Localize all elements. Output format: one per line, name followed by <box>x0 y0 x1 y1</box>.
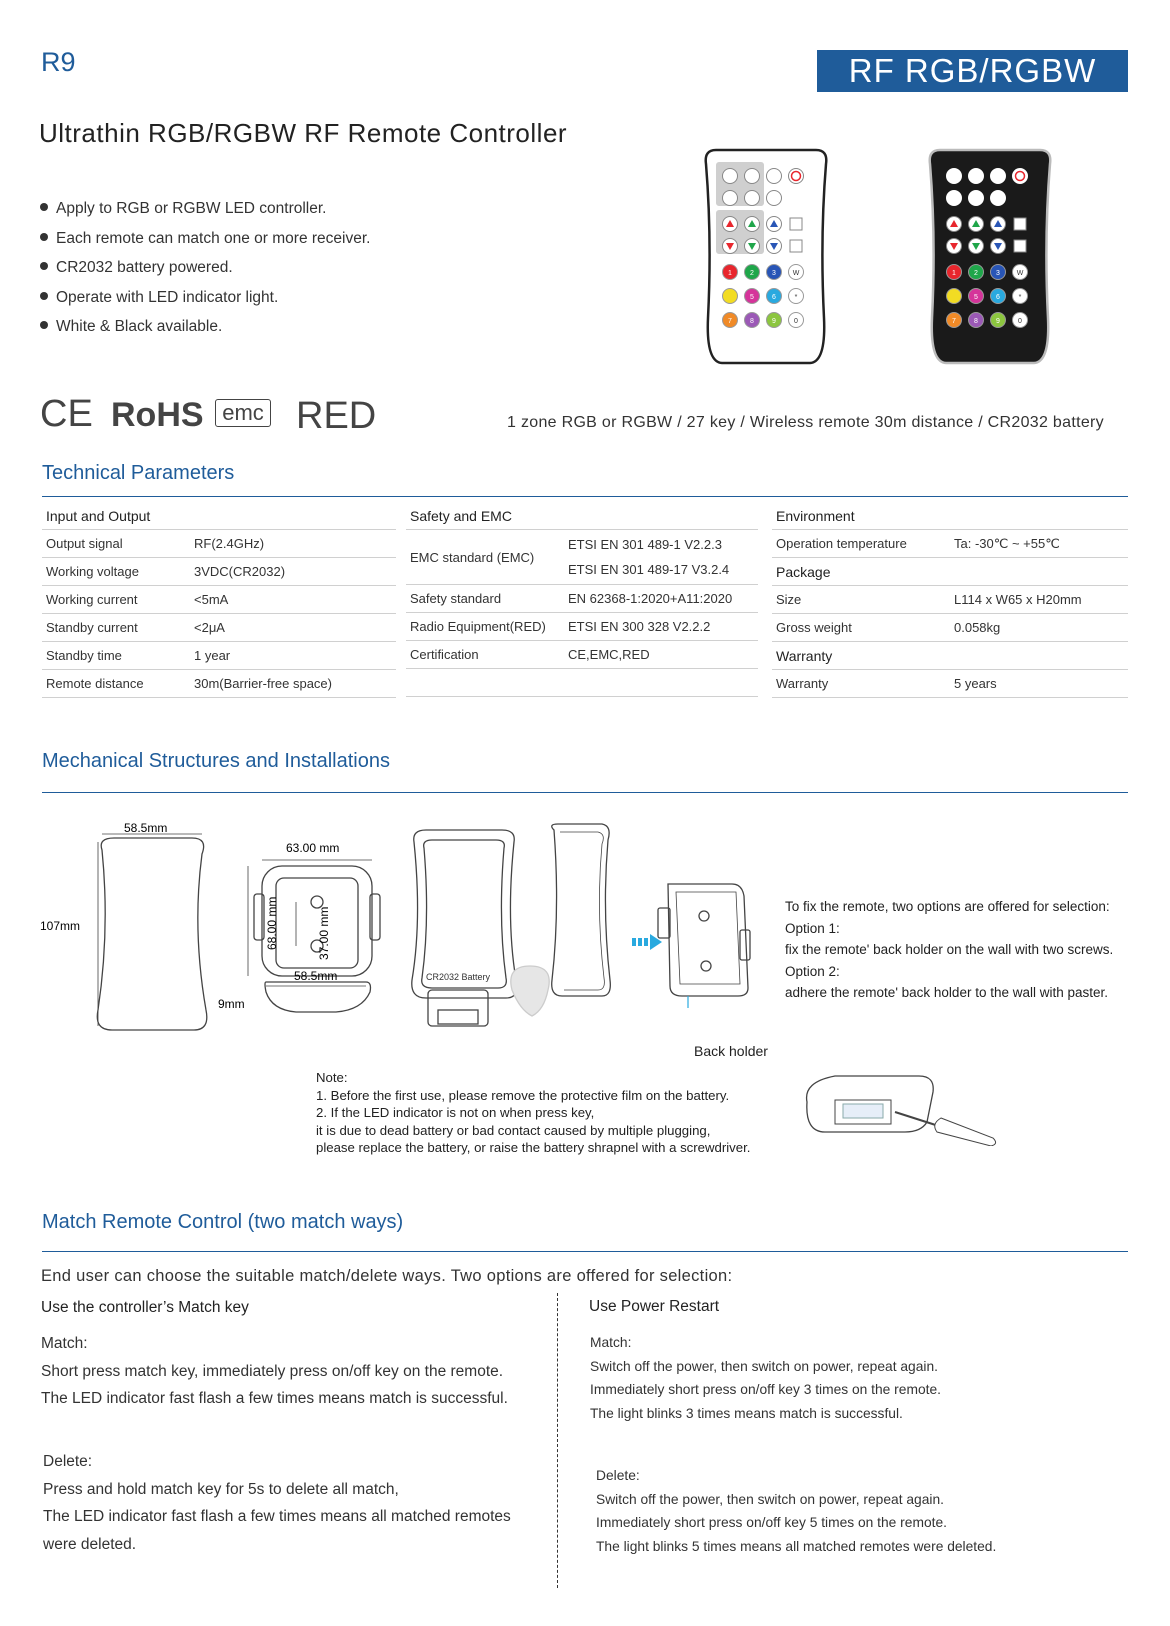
dim-height-front: 107mm <box>40 919 81 933</box>
list-item: Operate with LED indicator light. <box>40 289 370 319</box>
remote-key-label: 8 <box>974 318 978 325</box>
table-row: Safety standard EN 62368-1:2020+A11:2020 <box>406 585 758 613</box>
table-row: Remote distance 30m(Barrier-free space) <box>42 670 396 698</box>
dim-width-front: 58.5mm <box>124 821 168 835</box>
product-summary: 1 zone RGB or RGBW / 27 key / Wireless remote 30m distance / CR2032 battery <box>507 414 1104 431</box>
white-remote-image <box>700 148 832 366</box>
fix-instructions: To fix the remote, two options are offered for selection: Option 1: fix the remote' back holder on the wall with two screws. Option 2: adhere the remote' back holder to the wall with paster. <box>785 899 1114 1000</box>
section-title-technical: Technical Parameters <box>42 462 235 484</box>
installation-note: Note: 1. Before the first use, please remove the protective film on the battery. 2. If the LED indicator is not on when press key, it is due to dead battery or bad contact caused by multiple plugging, please replace the battery, or raise the battery shrapnel with a screwdriver. <box>316 1070 751 1155</box>
remote-key <box>969 191 984 206</box>
remote-key <box>790 218 802 230</box>
remote-color-key <box>723 289 738 304</box>
remote-key <box>723 191 738 206</box>
remote-key <box>1014 218 1026 230</box>
back-holder-label: Back holder <box>694 1043 768 1059</box>
remote-key-label: 9 <box>996 318 1000 325</box>
remote-key <box>745 169 760 184</box>
model-number: R9 <box>41 47 76 77</box>
table-row: Standby time 1 year <box>42 642 396 670</box>
dim-inner-holder: 37.00 mm <box>317 906 331 960</box>
remote-key <box>790 240 802 252</box>
remote-key <box>745 191 760 206</box>
environment-table <box>772 502 1128 698</box>
remote-key-label: 9 <box>772 318 776 325</box>
remote-key-label: 6 <box>996 294 1000 301</box>
section-title-match: Match Remote Control (two match ways) <box>42 1211 404 1233</box>
table-row <box>406 669 758 697</box>
ce-logo: CE <box>40 393 93 435</box>
remote-key-label: 1 <box>728 270 732 277</box>
table-row: Gross weight 0.058kg <box>772 614 1128 642</box>
emc-logo: emc <box>215 399 271 427</box>
remote-key-label: 2 <box>750 270 754 277</box>
table-row: Warranty 5 years <box>772 670 1128 698</box>
column-divider <box>557 1293 558 1588</box>
feature-list <box>40 200 370 348</box>
table-title: Environment <box>772 502 1128 530</box>
table-row: Output signal RF(2.4GHz) <box>42 530 396 558</box>
black-remote-image <box>924 148 1056 366</box>
mechanical-drawing <box>36 820 766 1065</box>
remote-key-label: 1 <box>952 270 956 277</box>
section-rule <box>42 792 1128 793</box>
dim-height-holder: 68.00 mm <box>265 896 279 950</box>
left-delete-block: Delete: Press and hold match key for 5s to delete all match, The LED indicator fast flash a few times means all matched remotes were deleted. <box>43 1453 511 1553</box>
remote-key-label: 0 <box>1018 318 1022 325</box>
remote-key <box>767 191 782 206</box>
remote-key-label: 7 <box>952 318 956 325</box>
category-badge: RF RGB/RGBW <box>817 50 1128 92</box>
table-row: Certification CE,EMC,RED <box>406 641 758 669</box>
section-title-mechanical: Mechanical Structures and Installations <box>42 750 390 772</box>
list-item: White & Black available. <box>40 318 370 348</box>
page-title: Ultrathin RGB/RGBW RF Remote Controller <box>39 118 568 148</box>
list-item: Apply to RGB or RGBW LED controller. <box>40 200 370 230</box>
remote-key-label: * <box>1018 294 1022 301</box>
remote-key-label: 6 <box>772 294 776 301</box>
dim-width-side: 58.5mm <box>294 969 338 983</box>
table-row: Size L114 x W65 x H20mm <box>772 586 1128 614</box>
remote-key <box>767 169 782 184</box>
remote-key-label: 2 <box>974 270 978 277</box>
remote-key-label: 3 <box>772 270 776 277</box>
rohs-logo: RoHS <box>111 396 204 434</box>
table-title: Safety and EMC <box>406 502 758 530</box>
section-rule <box>42 496 1128 497</box>
list-item: Each remote can match one or more receiver. <box>40 230 370 260</box>
table-row: Working current <5mA <box>42 586 396 614</box>
table-title: Package <box>772 558 1128 586</box>
remote-key <box>991 169 1006 184</box>
remote-key-label: * <box>794 294 798 301</box>
right-delete-block: Delete: Switch off the power, then switch on power, repeat again. Immediately short press on/off key 5 times on the remote. The light blinks 5 times means all matched remotes were deleted. <box>596 1468 997 1554</box>
section-rule <box>42 1251 1128 1252</box>
left-match-block: Match: Short press match key, immediately press on/off key on the remote. The LED indicator fast flash a few times means match is successful. <box>41 1335 508 1407</box>
remote-key <box>969 169 984 184</box>
remote-key-label: W <box>1016 270 1024 277</box>
remote-key-label: 0 <box>794 318 798 325</box>
remote-key <box>991 191 1006 206</box>
remote-key-label: 7 <box>728 318 732 325</box>
remote-key-label: 5 <box>974 294 978 301</box>
remote-key <box>723 169 738 184</box>
right-column-title: Use Power Restart <box>589 1298 720 1315</box>
remote-key <box>947 191 962 206</box>
table-row: Standby current <2μA <box>42 614 396 642</box>
dim-width-holder: 63.00 mm <box>286 841 340 855</box>
screwdriver-image <box>795 1062 1005 1146</box>
remote-key-label: 8 <box>750 318 754 325</box>
red-logo: RED <box>296 395 377 437</box>
dim-depth: 9mm <box>218 997 245 1011</box>
table-row: EMC standard (EMC) ETSI EN 301 489-1 V2.2.3 ETSI EN 301 489-17 V3.2.4 <box>406 530 758 585</box>
safety-table <box>406 502 758 697</box>
table-title: Input and Output <box>42 502 396 530</box>
list-item: CR2032 battery powered. <box>40 259 370 289</box>
right-match-block: Match: Switch off the power, then switch on power, repeat again. Immediately short press on/off key 3 times on the remote. The light blinks 3 times means match is successful. <box>590 1335 941 1421</box>
remote-key <box>947 169 962 184</box>
left-column-title: Use the controller’s Match key <box>41 1299 249 1316</box>
match-intro: End user can choose the suitable match/delete ways. Two options are offered for selection: <box>41 1267 733 1285</box>
table-title: Warranty <box>772 642 1128 670</box>
table-row: Radio Equipment(RED) ETSI EN 300 328 V2.2.2 <box>406 613 758 641</box>
io-table <box>42 502 396 698</box>
remote-key-label: 3 <box>996 270 1000 277</box>
remote-key-label: 5 <box>750 294 754 301</box>
table-row: Operation temperature Ta: -30℃ ~ +55℃ <box>772 530 1128 558</box>
table-row: Working voltage 3VDC(CR2032) <box>42 558 396 586</box>
battery-label: CR2032 Battery <box>426 972 491 982</box>
remote-color-key <box>947 289 962 304</box>
remote-key-label: W <box>792 270 800 277</box>
remote-key <box>1014 240 1026 252</box>
